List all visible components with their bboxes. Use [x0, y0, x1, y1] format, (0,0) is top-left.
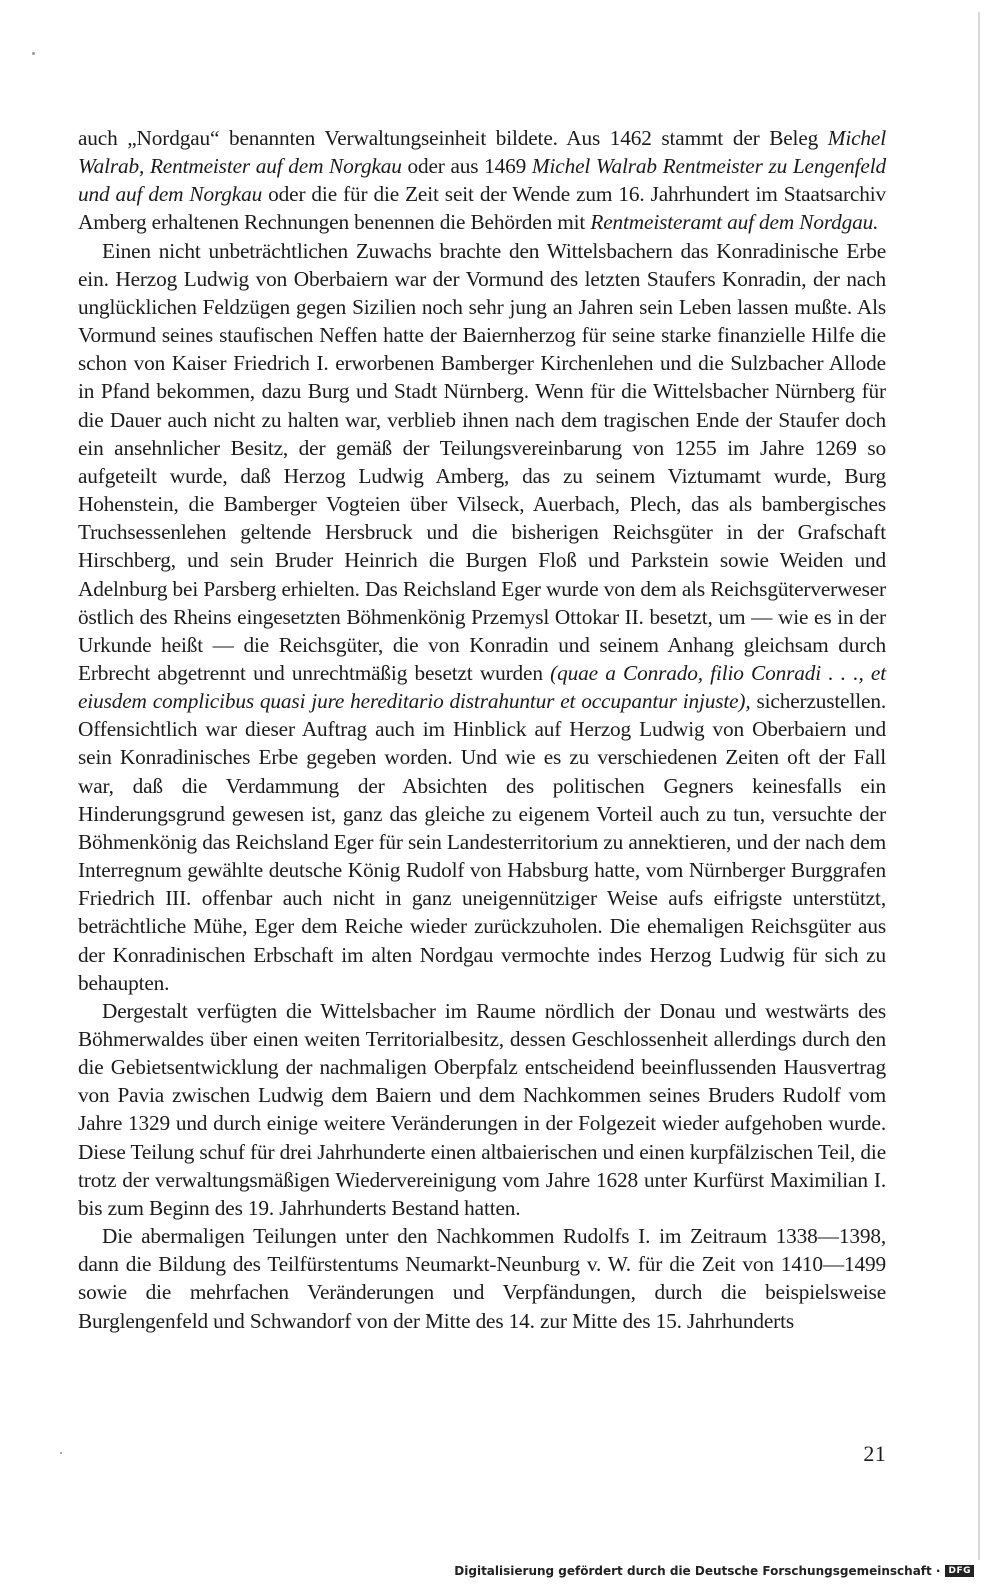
text-run: oder aus 1469: [401, 154, 532, 179]
paragraph: [78, 237, 886, 997]
text-run: Die abermaligen Teilungen unter den Nachkommen Rudolfs I. im Zeitraum 1338—1398, dann die Bildung des Teilfürstentums Neumarkt-Neunburg v. W. für die Zeit von 1410—1499 sowie die mehrfachen Veränderungen und Verpfändungen, durch die beispielsweise Burglengenfeld und Schwandorf von der Mitte des 14. zur Mitte des 15. Jahrhunderts: [78, 1224, 886, 1333]
scan-speck: [32, 52, 35, 55]
text-run: auch „Nordgau“ benannten Verwaltungseinheit bildete. Aus 1462 stammt der Beleg: [78, 126, 828, 150]
paragraph: [78, 1222, 886, 1335]
page-number: 21: [863, 1441, 886, 1466]
italic-text: Rentmeisteramt auf dem Nordgau.: [590, 210, 879, 235]
page-edge: [978, 12, 980, 1560]
paragraph: [78, 124, 886, 237]
digitization-footer: [454, 1564, 974, 1578]
italic-text: Michel Walrab Rentmeister zu Lengenfeld und auf dem Norgkau: [78, 154, 886, 207]
scan-speck: [60, 1452, 62, 1454]
digitization-notice: Digitalisierung gefördert durch die Deutsche Forschungsgemeinschaft ·: [454, 1564, 941, 1578]
italic-text: Michel Walrab, Rentmeister auf dem Norgkau: [78, 126, 886, 179]
text-run: Einen nicht unbeträchtlichen Zuwachs brachte den Wittelsbachern das Konradinische Erbe ein. Herzog Ludwig von Oberbaiern war der Vormund des letzten Staufers Konradin, der nach unglücklichen Feldzügen gegen Sizilien noch sehr jung an Jahren sein Leben lassen mußte. Als Vormund seines staufischen Neffen hatte der Baiernherzog für seine starke finanzielle Hilfe die schon von Kaiser Friedrich I. erworbenen Bamberger Kirchenlehen und die Sulzbacher Allode in Pfand bekommen, dazu Burg und Stadt Nürnberg. Wenn für die Wittelsbacher Nürnberg für die Dauer auch nicht zu halten war, verblieb ihnen nach dem tragischen Ende der Staufer doch ein ansehnlicher Besitz, der gemäß der Teilungsvereinbarung von 1255 im Jahre 1269 so aufgeteilt wurde, daß Herzog Ludwig Amberg, das zu seinem Viztumamt wurde, Burg Hohenstein, die Bamberger Vogteien über Vilseck, Auerbach, Plech, das als bambergisches Truchsessenlehen geltende Hersbruck und die bisherigen Reichsgüter in der Grafschaft Hirschberg, und sein Bruder Heinrich die Burgen Floß und Parkstein sowie Weiden und Adelnburg bei Parsberg erhielten. Das Reichsland Eger wurde von dem als Reichsgüterverweser östlich des Rheins eingesetzten Böhmenkönig Przemysl Ottokar II. besetzt, um — wie es in der Urkunde heißt — die Reichsgüter, die von Konradin und seinem Anhang gleichsam durch Erbrecht abgetrennt und unrechtmäßig besetzt wurden: [78, 238, 886, 685]
text-run: oder die für die Zeit seit der Wende zum 16. Jahrhundert im Staatsarchiv Amberg erhaltenen Rechnungen benennen die Behörden mit: [78, 182, 886, 235]
text-run: sicherzustellen. Offensichtlich war dieser Auftrag auch im Hinblick auf Herzog Ludwig von Oberbaiern und sein Konradinisches Erbe gegeben worden. Und wie es zu verschiedenen Zeiten oft der Fall war, daß die Verdammung der Absichten des politischen Gegners keinesfalls ein Hinderungsgrund gewesen ist, ganz das gleiche zu eigenem Vorteil auch zu tun, versuchte der Böhmenkönig das Reichsland Eger für sein Landesterritorium zu annektieren, und der nach dem Interregnum gewählte deutsche König Rudolf von Habsburg hatte, vom Nürnberger Burggrafen Friedrich III. offenbar auch nicht in ganz uneigennütziger Weise aufs eifrigste unterstützt, beträchtliche Mühe, Eger dem Reiche wieder zurückzuholen. Die ehemaligen Reichsgüter aus der Konradinischen Erbschaft im alten Nordgau vermochte indes Herzog Ludwig für sich zu behaupten.: [78, 689, 886, 995]
body-text: [78, 124, 886, 1335]
text-run: Dergestalt verfügten die Wittelsbacher im Raume nördlich der Donau und westwärts des Böhmerwaldes über einen weiten Territorialbesitz, dessen Geschlossenheit allerdings durch den die Gebietsentwicklung der nachmaligen Oberpfalz entscheidend beeinflussenden Hausvertrag von Pavia zwischen Ludwig dem Baiern und dem Nachkommen seines Bruders Rudolf vom Jahre 1329 und durch einige weitere Veränderungen in der Folgezeit wieder aufgehoben wurde. Diese Teilung schuf für drei Jahrhunderte einen altbaierischen und einen kurpfälzischen Teil, die trotz der verwaltungsmäßigen Wiedervereinigung vom Jahre 1628 unter Kurfürst Maximilian I. bis zum Beginn des 19. Jahrhunderts Bestand hatten.: [78, 998, 886, 1220]
dfg-logo: DFG: [945, 1565, 974, 1577]
italic-text: (quae a Conrado, filio Conradi . . ., et eiusdem complicibus quasi jure hereditario distrahuntur et occupantur injuste),: [78, 660, 887, 714]
paragraph: [78, 997, 886, 1222]
